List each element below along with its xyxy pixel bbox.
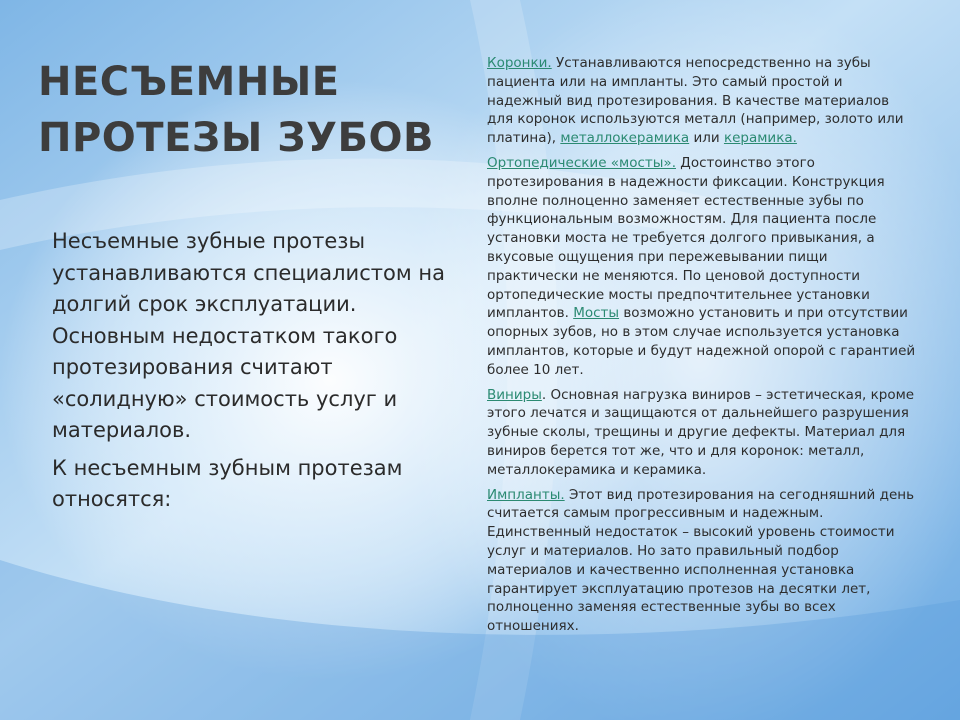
page-title: НЕСЪЕМНЫЕ ПРОТЕЗЫ ЗУБОВ (38, 59, 434, 161)
left-text-block (52, 226, 452, 522)
list-intro-paragraph: К несъемным зубным протезам относятся: (52, 455, 403, 511)
intro-paragraph: Несъемные зубные протезы устанавливаются специалистом на долгий срок эксплуатации. Основным недостатком такого протезирования считают «солидную» стоимость услуг и материалов. (52, 229, 445, 442)
crowns-text-or: или (689, 130, 724, 147)
bridges-link[interactable]: Ортопедические «мосты». (487, 154, 676, 171)
implants-paragraph (487, 486, 917, 636)
crowns-paragraph (487, 54, 917, 148)
implants-text: Этот вид протезирования на сегодняшний день считается самым прогрессивным и надежным. Единственный недостаток – высокий уровень стоимости услуг и материалов. Но зато правильный подбор материалов и качественно исполненная установка гарантирует эксплуатацию протезов на десятки лет, полноценно заменяя естественные зубы во всех отношениях. (487, 486, 915, 635)
implants-link[interactable]: Импланты. (487, 486, 565, 503)
crowns-link[interactable]: Коронки. (487, 55, 552, 71)
veneers-link[interactable]: Виниры (487, 386, 542, 403)
right-text-block (487, 54, 917, 642)
metal-ceramics-link[interactable]: металлокерамика (560, 130, 690, 147)
ceramics-link[interactable]: керамика. (723, 130, 797, 147)
bridges-paragraph (487, 154, 917, 380)
crowns-text: Устанавливаются непосредственно на зубы пациента или на импланты. Это самый простой и надежный вид протезирования. В качестве материалов для коронок используются металл (например, золото или платина), (487, 55, 904, 147)
bridges-inline-link[interactable]: Мосты (573, 305, 620, 322)
veneers-text: . Основная нагрузка виниров – эстетическая, кроме этого лечатся и защищаются от дальнейшего разрушения зубные сколы, трещины и другие дефекты. Материал для виниров берется тот же, что и для коронок: металл, металлокерамика и керамика. (487, 386, 915, 478)
bridges-text: Достоинство этого протезирования в надежности фиксации. Конструкция вполне полноценно заменяет естественные зубы по функциональным возможностям. Для пациента после установки моста не требуется долгого привыкания, а вкусовые ощущения при пережевывании пищи практически не меняются. По ценовой доступности ортопедические мосты предпочтительнее установки имплантов. (487, 154, 885, 322)
bridges-text-end: возможно установить и при отсутствии опорных зубов, но в этом случае используется установка имплантов, которые и будут надежной опорой с гарантией более 10 лет. (487, 305, 916, 378)
veneers-paragraph (487, 386, 917, 480)
